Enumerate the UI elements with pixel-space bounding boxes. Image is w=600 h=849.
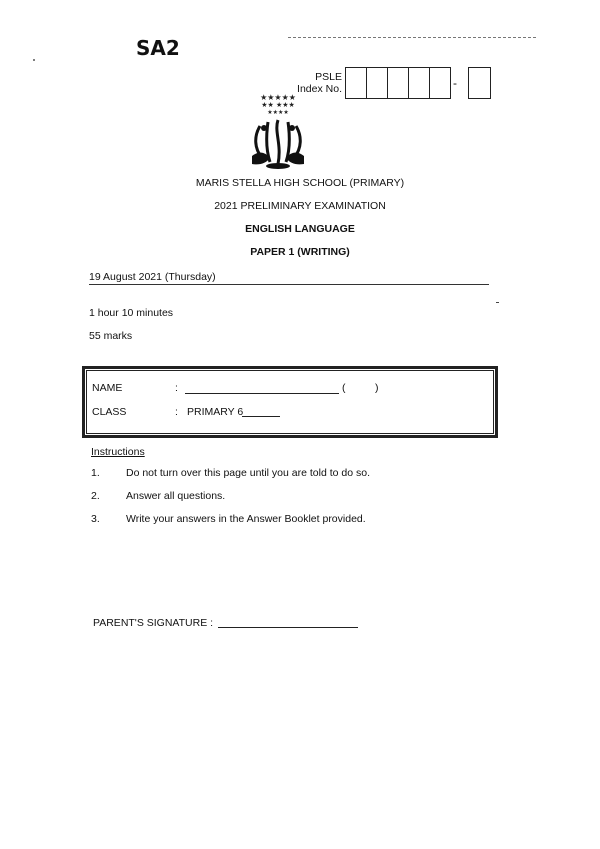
psle-label: PSLE bbox=[315, 71, 342, 83]
instruction-text: Do not turn over this page until you are told to do so. bbox=[126, 467, 370, 479]
svg-text:★★★★★: ★★★★★ bbox=[260, 93, 296, 102]
scan-mark bbox=[496, 302, 499, 303]
exam-marks: 55 marks bbox=[89, 330, 133, 342]
register-close-bracket: ) bbox=[375, 382, 379, 394]
exam-date: 19 August 2021 (Thursday) bbox=[89, 271, 216, 283]
index-box[interactable] bbox=[387, 67, 409, 99]
parent-signature-field[interactable] bbox=[218, 627, 358, 628]
index-no-label: Index No. bbox=[297, 83, 342, 95]
index-box[interactable] bbox=[429, 67, 451, 99]
index-box[interactable] bbox=[345, 67, 367, 99]
instructions-title: Instructions bbox=[91, 446, 145, 458]
student-details-box bbox=[82, 366, 498, 438]
instruction-number: 1. bbox=[91, 467, 100, 479]
index-box[interactable] bbox=[366, 67, 388, 99]
index-box[interactable] bbox=[408, 67, 430, 99]
instruction-number: 2. bbox=[91, 490, 100, 502]
name-colon: : bbox=[175, 382, 178, 394]
index-check-box[interactable] bbox=[468, 67, 491, 99]
paper-title: PAPER 1 (WRITING) bbox=[250, 246, 350, 258]
school-name: MARIS STELLA HIGH SCHOOL (PRIMARY) bbox=[195, 177, 405, 189]
school-crest-icon bbox=[244, 92, 312, 170]
name-field[interactable] bbox=[185, 393, 339, 394]
instruction-text: Answer all questions. bbox=[126, 490, 226, 502]
index-number-boxes bbox=[345, 67, 450, 99]
class-value: PRIMARY 6 bbox=[187, 406, 244, 418]
register-open-bracket: ( bbox=[342, 382, 346, 394]
exam-title: 2021 PRELIMINARY EXAMINATION bbox=[214, 200, 386, 212]
name-label: NAME bbox=[92, 382, 123, 394]
exam-duration: 1 hour 10 minutes bbox=[89, 307, 174, 319]
svg-text:★★ ★★★: ★★ ★★★ bbox=[261, 101, 295, 109]
header-dashed-rule bbox=[288, 37, 536, 38]
scan-speck bbox=[33, 59, 35, 61]
date-underline bbox=[89, 284, 489, 285]
instruction-text: Write your answers in the Answer Booklet provided. bbox=[126, 513, 366, 525]
class-label: CLASS bbox=[92, 406, 127, 418]
parent-signature-label: PARENT'S SIGNATURE : bbox=[93, 617, 214, 629]
paper-tag: SA2 bbox=[136, 36, 180, 60]
class-colon: : bbox=[175, 406, 178, 418]
class-field[interactable] bbox=[242, 416, 280, 417]
instruction-number: 3. bbox=[91, 513, 100, 525]
index-separator: - bbox=[453, 76, 457, 90]
svg-text:★★★★: ★★★★ bbox=[267, 109, 289, 116]
subject-title: ENGLISH LANGUAGE bbox=[245, 223, 355, 235]
